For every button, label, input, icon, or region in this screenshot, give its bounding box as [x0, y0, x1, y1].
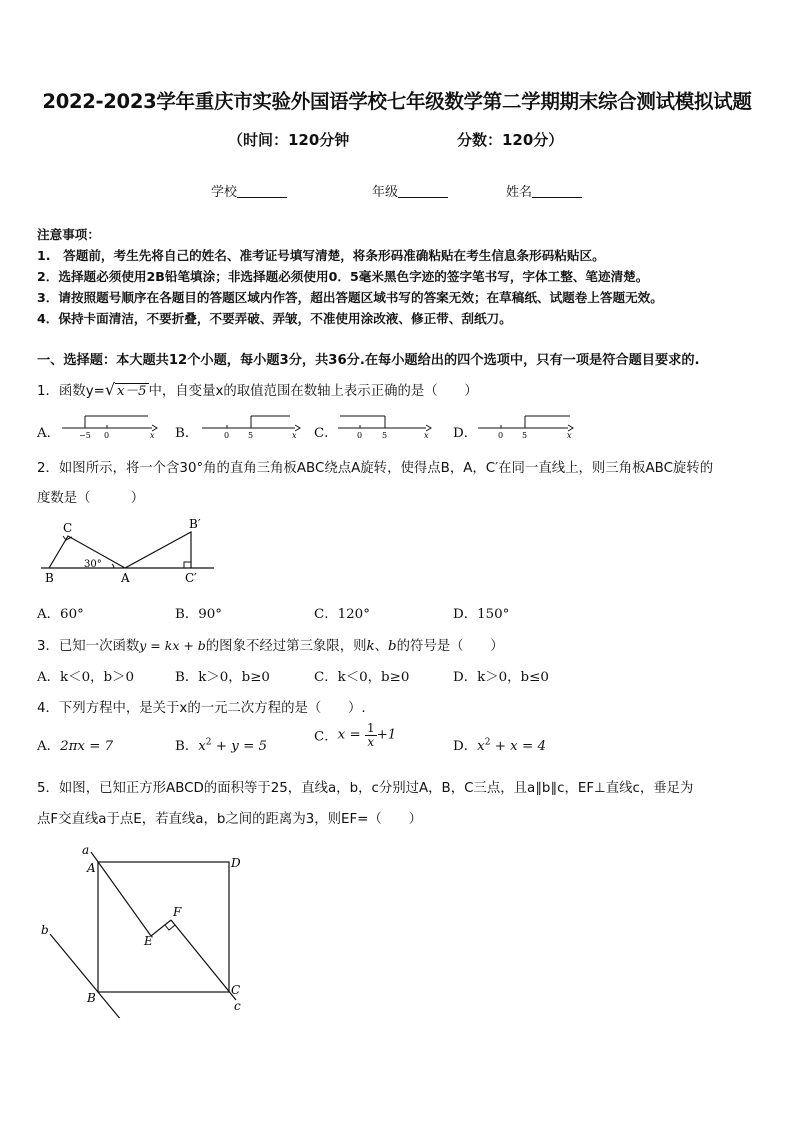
q3-option-c: C．k＜0，b≥0	[314, 670, 410, 685]
axis-label: x	[150, 431, 155, 440]
axis-label: x	[292, 431, 297, 440]
line-label-b: b	[41, 923, 49, 937]
q5-square-figure	[36, 838, 256, 1018]
point-label-c-prime: C′	[185, 571, 197, 585]
q4-option-d: D．$x^2 + x = 4$	[453, 737, 546, 754]
tick-label: 0	[224, 431, 230, 440]
tick-label: 5	[382, 431, 388, 440]
sqrt-sign: √	[104, 380, 116, 399]
number-line-c	[336, 412, 436, 442]
note-item: 3．请按照题号顺序在各题目的答题区域内作答，超出答题区域书写的答案无效；在草稿纸、试题卷上答题无效。	[37, 290, 663, 305]
q4-option-c: C．x = $\frac{1}{x}$ +1	[314, 721, 397, 749]
point-label-d: D	[231, 856, 241, 870]
tick-label: 0	[498, 431, 504, 440]
question-2-line1: 2．如图所示，将一个含30°角的直角三角板ABC绕点A旋转，使得点B，A，C′在同一直线上，则三角板ABC旋转的	[37, 461, 714, 476]
point-label-a: A	[121, 571, 130, 585]
point-label-c: C	[63, 521, 73, 535]
question-5-line2: 点F交直线a于点E，若直线a，b之间的距离为3，则EF=（ ）	[37, 812, 422, 827]
question-5-line1: 5．如图，已知正方形ABCD的面积等于25，直线a，b，c分别过A，B，C三点，且a∥b∥c，EF⊥直线c，垂足为	[37, 781, 694, 796]
question-4-stem: 4．下列方程中，是关于x的一元二次方程的是（ ）.	[37, 701, 366, 716]
q1-option-d-label: D．	[453, 426, 478, 441]
point-label-a: A	[87, 861, 96, 875]
note-item: 2．选择题必须使用2B铅笔填涂；非选择题必须使用0．5毫米黑色字迹的签字笔书写，字体工整、笔迹清楚。	[37, 269, 649, 284]
q2-option-a: A．60°	[37, 607, 84, 622]
grade-field: 年级	[372, 181, 448, 200]
q2-option-d: D．150°	[453, 607, 510, 622]
line-label-c: c	[234, 999, 241, 1013]
q2-triangle-figure	[36, 512, 221, 587]
q4-option-a: A．2πx = 7	[37, 739, 114, 754]
note-item: 4．保持卡面清洁，不要折叠，不要弄破、弄皱，不准使用涂改液、修正带、刮纸刀。	[37, 311, 512, 326]
point-label-b: B	[87, 991, 96, 1005]
question-2-line2: 度数是（ ）	[37, 491, 145, 506]
note-item: 1. 答题前，考生先将自己的姓名、准考证号填写清楚，将条形码准确粘贴在考生信息条形码粘贴区。	[37, 248, 605, 263]
page-title: 2022-2023学年重庆市实验外国语学校七年级数学第二学期期末综合测试模拟试题	[42, 90, 752, 113]
point-label-c: C	[231, 983, 241, 997]
q3-option-b: B．k＞0，b≥0	[175, 670, 270, 685]
point-label-b: B	[45, 571, 54, 585]
tick-label: 0	[357, 431, 363, 440]
question-3-stem: 3．已知一次函数y = kx + b的图象不经过第三象限，则k、b的符号是（ ）	[37, 638, 504, 654]
exam-score: 分数：120分）	[457, 131, 564, 149]
notes-heading: 注意事项：	[37, 227, 100, 242]
number-line-a	[60, 412, 160, 442]
q3-option-d: D．k＞0，b≤0	[453, 670, 549, 685]
point-label-b-prime: B′	[189, 517, 201, 531]
q2-option-c: C．120°	[314, 607, 370, 622]
name-field: 姓名	[506, 181, 582, 200]
angle-label: 30°	[84, 559, 102, 570]
section-heading: 一、选择题：本大题共12个小题，每小题3分，共36分.在每小题给出的四个选项中，只有一项是符合题目要求的.	[37, 353, 700, 368]
school-field: 学校	[211, 181, 287, 200]
q1-option-a-label: A．	[37, 426, 61, 441]
tick-label: 0	[104, 431, 110, 440]
q2-option-b: B．90°	[175, 607, 222, 622]
line-label-a: a	[82, 843, 90, 857]
tick-label: −5	[79, 431, 91, 440]
axis-label: x	[567, 431, 572, 440]
tick-label: 5	[248, 431, 254, 440]
fraction: $\frac{1}{x}$	[366, 721, 375, 749]
point-label-e: E	[144, 934, 153, 948]
number-line-d	[476, 412, 576, 442]
q1-option-b-label: B．	[175, 426, 199, 441]
number-line-b	[200, 412, 305, 442]
question-1-stem: 1．函数y=√ x－5 中，自变量x的取值范围在数轴上表示正确的是（ ）	[37, 380, 478, 399]
point-label-f: F	[173, 905, 182, 919]
tick-label: 5	[522, 431, 528, 440]
q4-option-b: B．$x^2 + y = 5$	[175, 737, 268, 754]
q1-option-c-label: C．	[314, 426, 338, 441]
axis-label: x	[424, 431, 429, 440]
q3-option-a: A．k＜0，b＞0	[37, 670, 134, 685]
exam-time: （时间：120分钟	[228, 131, 350, 149]
